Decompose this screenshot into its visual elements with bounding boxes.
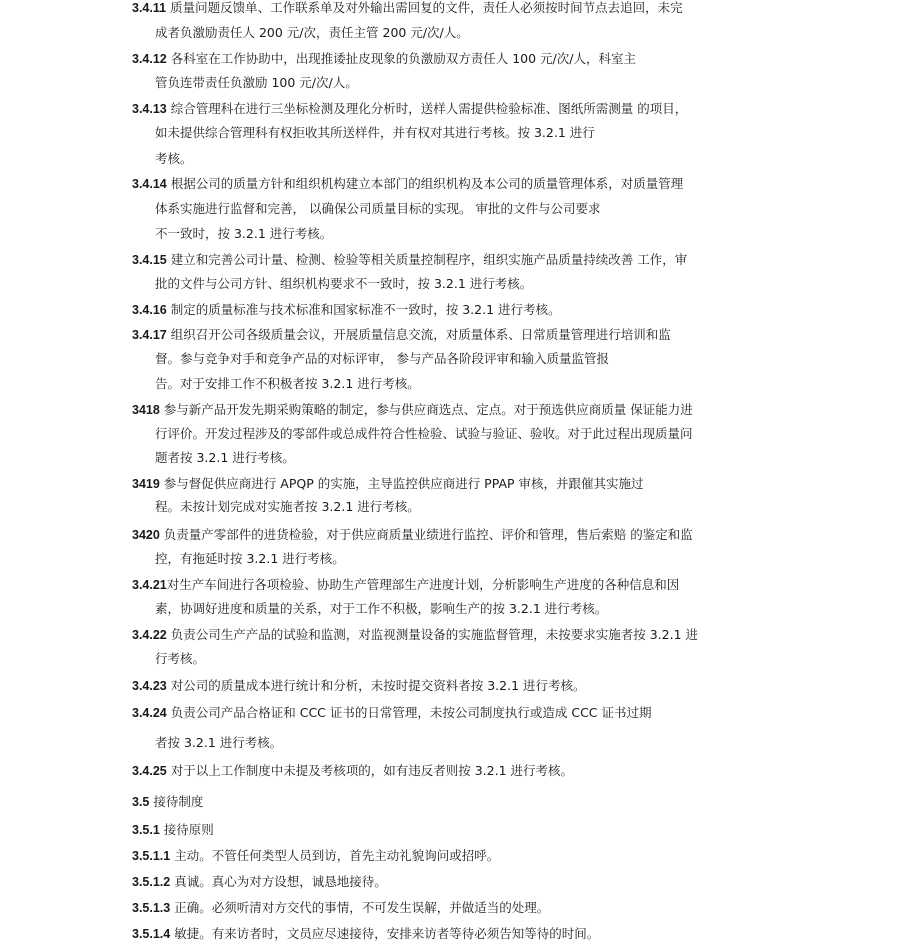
- clause-text: 对公司的质量成本进行统计和分析，未按时提交资料者按 3.2.1 进行考核。: [170, 678, 586, 693]
- clause-text: 根据公司的质量方针和组织机构建立本部门的组织机构及本公司的质量管理体系，对质量管理: [170, 176, 684, 191]
- clause-number: 3.4.12: [132, 52, 167, 66]
- clause-number: 3.5.1.3: [132, 901, 171, 915]
- clause-continuation: 告。对于安排工作不积极者按 3.2.1 进行考核。: [155, 376, 420, 391]
- clause-number: 3418: [132, 403, 160, 417]
- clause-number: 3.5.1.4: [132, 927, 171, 941]
- clause-text: 正确。必须听清对方交代的事情，不可发生误解，并做适当的处理。: [174, 900, 550, 915]
- clause-continuation: 行考核。: [155, 651, 206, 666]
- clause-number: 3.4.25: [132, 764, 167, 778]
- clause-3-4-12: [132, 51, 636, 67]
- section-number: 3.5.1: [132, 823, 160, 837]
- clause-continuation: 者按 3.2.1 进行考核。: [155, 735, 283, 750]
- clause-3-5-1-1: [132, 848, 499, 864]
- clause-text: 敏捷。有来访者时，文员应尽速接待，安排来访者等待必须告知等待的时间。: [174, 926, 600, 941]
- clause-continuation: 素，协调好进度和质量的关系，对于工作不积极，影响生产的按 3.2.1 进行考核。: [155, 601, 608, 616]
- clause-3-4-21: [132, 577, 679, 593]
- clause-number: 3.4.13: [132, 102, 167, 116]
- clause-continuation: 不一致时，按 3.2.1 进行考核。: [155, 226, 333, 241]
- clause-text: 综合管理科在进行三坐标检测及理化分析时，送样人需提供检验标准、图纸所需测量 的项目，: [170, 101, 688, 116]
- clause-number: 3.4.11: [132, 1, 167, 15]
- clause-continuation: 如未提供综合管理科有权拒收其所送样件，并有权对其进行考核。按 3.2.1 进行: [155, 125, 595, 140]
- clause-text: 负责公司产品合格证和 CCC 证书的日常管理，未按公司制度执行或造成 CCC 证书过期: [170, 705, 652, 720]
- clause-3-4-25: [132, 763, 573, 779]
- clause-3-5-1-2: [132, 874, 387, 890]
- clause-3-4-14: [132, 176, 683, 192]
- clause-3-4-24: [132, 705, 652, 721]
- section-heading-3-5-1: [132, 822, 214, 838]
- clause-text: 主动。不管任何类型人员到访，首先主动礼貌询问或招呼。: [174, 848, 500, 863]
- clause-number: 3.4.23: [132, 679, 167, 693]
- clause-number: 3.4.24: [132, 706, 167, 720]
- clause-3-4-11: [132, 0, 683, 16]
- section-number: 3.5: [132, 795, 150, 809]
- clause-continuation: 控，有拖延时按 3.2.1 进行考核。: [155, 551, 345, 566]
- clause-number: 3.4.14: [132, 177, 167, 191]
- clause-text: 负责公司生产产品的试验和监测，对监视测量设备的实施监督管理，未按要求实施者按 3.2.1 进: [170, 627, 699, 642]
- clause-3-5-1-4: [132, 926, 599, 942]
- section-heading-3-5: [132, 794, 203, 810]
- clause-number: 3420: [132, 528, 160, 542]
- clause-text: 参与督促供应商进行 APQP 的实施，主导监控供应商进行 PPAP 审核，并跟催其实施过: [163, 476, 644, 491]
- clause-3419: [132, 476, 644, 492]
- clause-text: 组织召开公司各级质量会议，开展质量信息交流，对质量体系、日常质量管理进行培训和监: [170, 327, 671, 342]
- clause-3-5-1-3: [132, 900, 549, 916]
- clause-continuation: 程。未按计划完成对实施者按 3.2.1 进行考核。: [155, 499, 420, 514]
- clause-continuation: 体系实施进行监督和完善， 以确保公司质量目标的实现。 审批的文件与公司要求: [155, 201, 601, 216]
- clause-number: 3.5.1.2: [132, 875, 171, 889]
- clause-continuation: 批的文件与公司方针、组织机构要求不一致时，按 3.2.1 进行考核。: [155, 276, 533, 291]
- clause-text: 参与新产品开发先期采购策略的制定，参与供应商选点、定点。对于预选供应商质量 保证能力进: [163, 402, 693, 417]
- clause-number: 3.5.1.1: [132, 849, 171, 863]
- clause-continuation: 管负连带责任负激励 100 元/次/人。: [155, 75, 358, 90]
- clause-3-4-13: [132, 101, 687, 117]
- clause-continuation: 督。参与竞争对手和竞争产品的对标评审， 参与产品各阶段评审和输入质量监管报: [155, 351, 609, 366]
- clause-continuation: 成者负激励责任人 200 元/次，责任主管 200 元/次/人。: [155, 25, 469, 40]
- clause-3418: [132, 402, 693, 418]
- clause-number: 3419: [132, 477, 160, 491]
- clause-text: 建立和完善公司计量、检测、检验等相关质量控制程序，组织实施产品质量持续改善 工作，审: [170, 252, 688, 267]
- clause-text: 制定的质量标准与技术标准和国家标准不一致时，按 3.2.1 进行考核。: [170, 302, 561, 317]
- clause-number: 3.4.15: [132, 253, 167, 267]
- clause-3-4-16: [132, 302, 561, 318]
- clause-continuation: 考核。: [155, 151, 193, 166]
- section-title: 接待原则: [163, 822, 214, 837]
- clause-text: 各科室在工作协助中，出现推诿扯皮现象的负激励双方责任人 100 元/次/人，科室主: [170, 51, 636, 66]
- clause-3-4-15: [132, 252, 687, 268]
- clause-number: 3.4.21: [132, 578, 167, 592]
- clause-3-4-17: [132, 327, 671, 343]
- clause-text: 真诚。真心为对方设想，诚恳地接待。: [174, 874, 387, 889]
- clause-text: 负责量产零部件的进货检验，对于供应商质量业绩进行监控、评价和管理，售后索赔 的鉴定和监: [163, 527, 693, 542]
- section-title: 接待制度: [153, 794, 204, 809]
- clause-text: 对生产车间进行各项检验、协助生产管理部生产进度计划，分析影响生产进度的各种信息和因: [166, 577, 680, 592]
- clause-continuation: 题者按 3.2.1 进行考核。: [155, 450, 295, 465]
- clause-3420: [132, 527, 693, 543]
- clause-number: 3.4.16: [132, 303, 167, 317]
- clause-3-4-23: [132, 678, 586, 694]
- clause-3-4-22: [132, 627, 698, 643]
- clause-text: 对于以上工作制度中未提及考核项的，如有违反者则按 3.2.1 进行考核。: [170, 763, 574, 778]
- clause-number: 3.4.22: [132, 628, 167, 642]
- clause-text: 质量问题反馈单、工作联系单及对外输出需回复的文件，责任人必须按时间节点去追回，未完: [170, 0, 683, 15]
- clause-number: 3.4.17: [132, 328, 167, 342]
- clause-continuation: 行评价。开发过程涉及的零部件或总成件符合性检验、试验与验证、验收。对于此过程出现质量问: [155, 426, 693, 441]
